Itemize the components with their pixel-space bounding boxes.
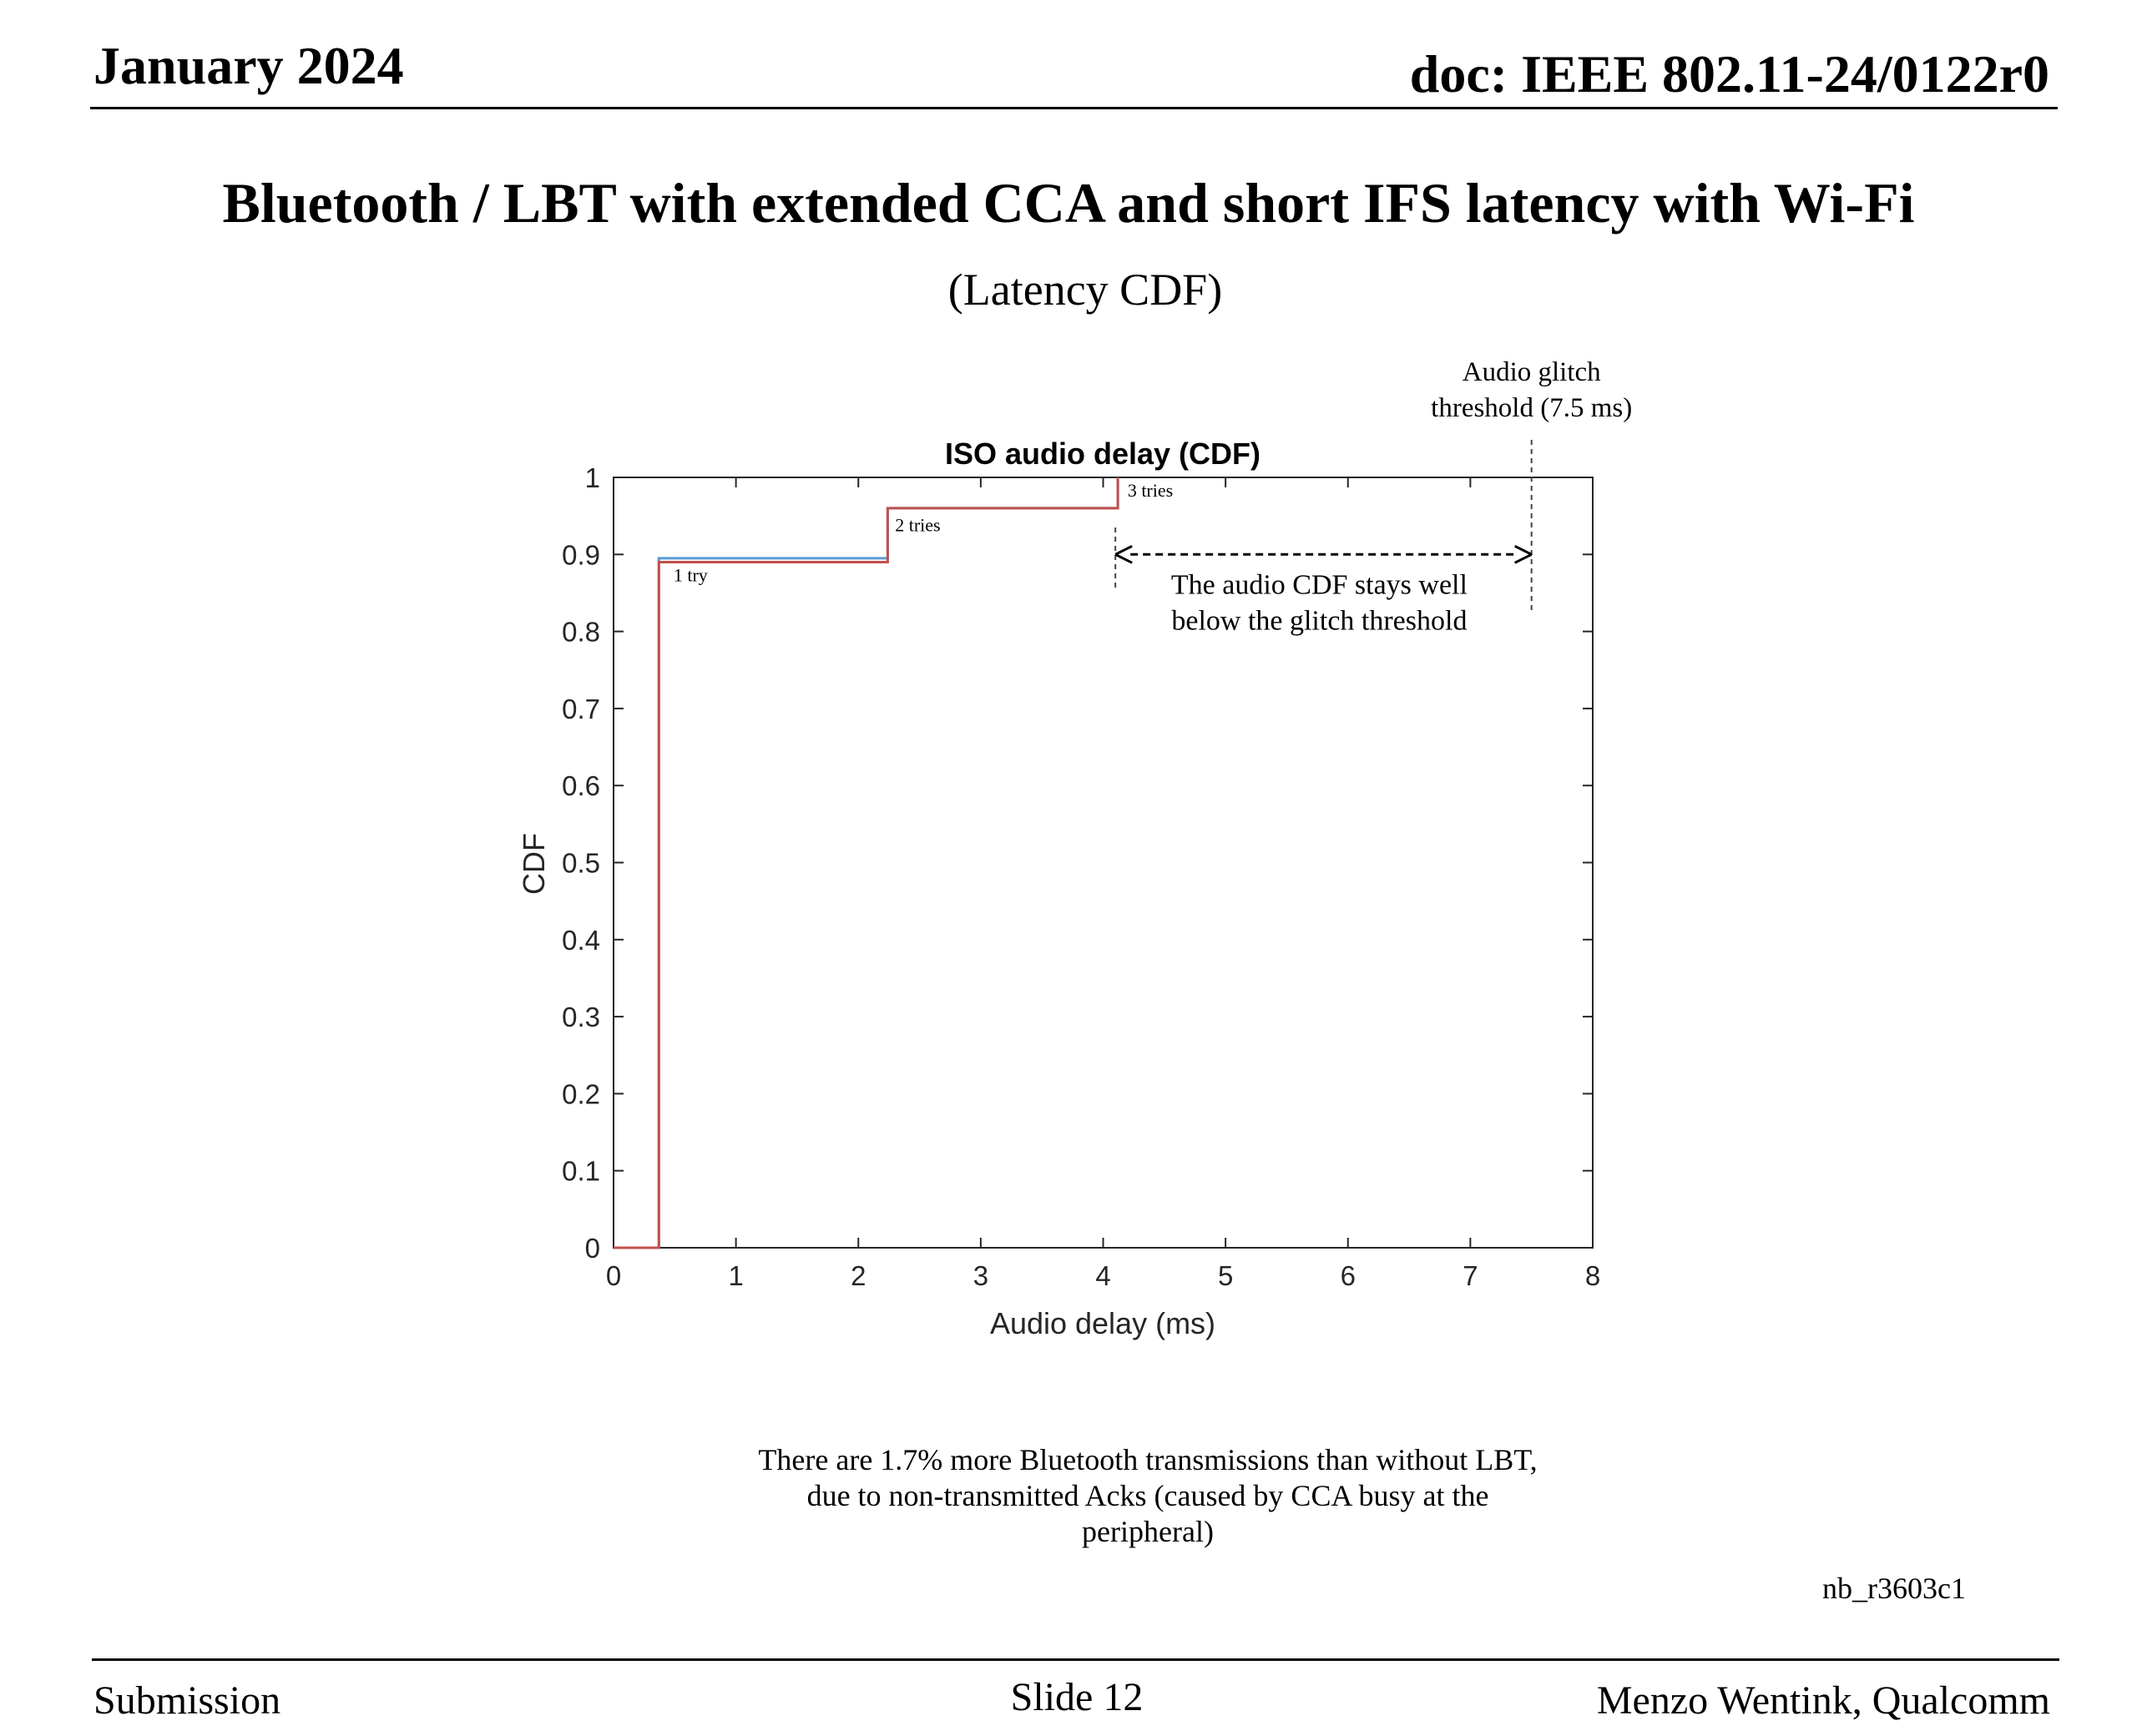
slide-subtitle: (Latency CDF) — [947, 265, 1223, 315]
chart-title: ISO audio delay (CDF) — [944, 437, 1261, 471]
x-tick-label: 2 — [851, 1260, 866, 1291]
threshold-label: Audio glitch — [1462, 357, 1601, 387]
y-tick-label: 0.4 — [562, 924, 600, 956]
footnote-text — [726, 1442, 1569, 1550]
step-label: 2 tries — [895, 514, 941, 536]
y-tick-label: 0.6 — [562, 770, 600, 802]
y-tick-label: 0 — [584, 1233, 600, 1264]
x-tick-label: 5 — [1217, 1260, 1234, 1291]
y-tick-label: 0.3 — [562, 1002, 600, 1033]
x-tick-label: 8 — [1584, 1260, 1601, 1291]
footnote-line: There are 1.7% more Bluetooth transmissions than without LBT, — [758, 1443, 1538, 1476]
annotation-text: The audio CDF stays well — [1170, 569, 1468, 601]
y-tick-label: 0.1 — [562, 1155, 600, 1187]
y-tick-label: 0.9 — [562, 539, 600, 571]
header-doc-id: doc: IEEE 802.11-24/0122r0 — [1409, 44, 2049, 103]
footer-submission: Submission — [93, 1678, 281, 1723]
x-tick-label: 0 — [605, 1260, 622, 1291]
revision-code: nb_r3603c1 — [1822, 1572, 1966, 1605]
step-label: 1 try — [673, 564, 708, 586]
y-tick-label: 0.7 — [562, 693, 600, 724]
footnote-line: due to non-transmitted Acks (caused by CCA busy at the — [806, 1479, 1489, 1512]
x-tick-label: 3 — [973, 1260, 989, 1291]
x-tick-label: 4 — [1095, 1260, 1111, 1291]
y-tick-label: 1 — [584, 462, 600, 493]
y-tick-label: 0.5 — [562, 847, 600, 879]
y-tick-label: 0.8 — [562, 616, 600, 648]
threshold-label: threshold (7.5 ms) — [1431, 393, 1633, 423]
footnote-line: peripheral) — [1082, 1515, 1214, 1548]
y-tick-label: 0.2 — [562, 1078, 600, 1110]
chart-y-axis-label: CDF — [517, 833, 551, 895]
footer-slide-number: Slide 12 — [1010, 1675, 1144, 1719]
slide-title: Bluetooth / LBT with extended CCA and short IFS latency with Wi-Fi — [222, 171, 1915, 235]
footer-author: Menzo Wentink, Qualcomm — [1596, 1678, 2050, 1723]
step-label: 3 tries — [1127, 480, 1174, 502]
x-tick-label: 1 — [728, 1260, 744, 1291]
footer-rule — [92, 1658, 2059, 1661]
x-tick-label: 7 — [1463, 1260, 1478, 1291]
chart-x-axis-label: Audio delay (ms) — [989, 1306, 1216, 1340]
x-tick-label: 6 — [1340, 1260, 1356, 1291]
annotation-text: below the glitch threshold — [1171, 605, 1468, 637]
header-date: January 2024 — [93, 36, 404, 95]
